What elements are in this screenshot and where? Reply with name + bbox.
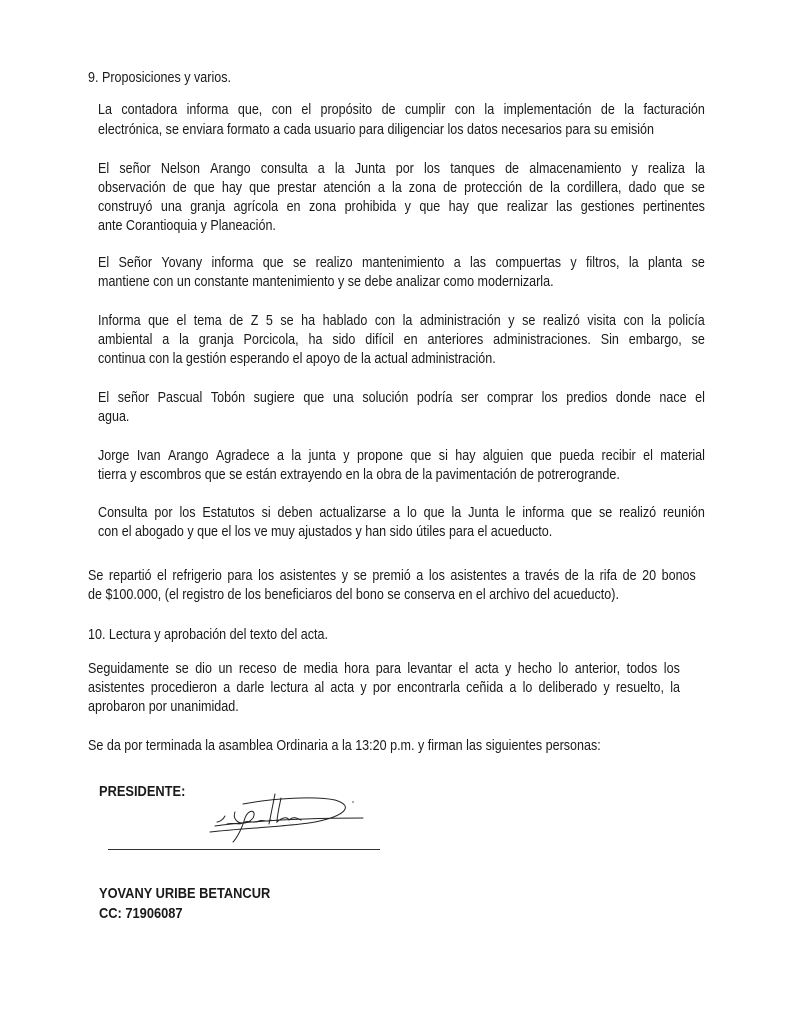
text-line: Informa que el tema de Z 5 se ha hablado con la administración y se realizó visita con la policía	[98, 313, 705, 329]
text-line: construyó una granja agrícola en zona prohibida y que hay que realizar las gestiones pertinentes	[98, 199, 705, 215]
text-line: ambiental a la granja Porcicola, ha sido difícil en anteriores administraciones. Sin embargo, se	[98, 332, 705, 348]
president-label: PRESIDENTE:	[99, 784, 186, 800]
text-line: tierra y escombros que se están extrayendo en la obra de la pavimentación de potrerogrande.	[98, 467, 620, 483]
president-name: YOVANY URIBE BETANCUR	[99, 886, 271, 902]
text-line: Jorge Ivan Arango Agradece a la junta y propone que si hay alguien que pueda recibir el material	[98, 448, 705, 464]
text-line: electrónica, se enviara formato a cada usuario para diligenciar los datos necesarios para su emisión	[98, 122, 655, 138]
text-line: ante Corantioquia y Planeación.	[98, 218, 276, 234]
text-line: El Señor Yovany informa que se realizo mantenimiento a las compuertas y filtros, la planta se	[98, 255, 705, 271]
text-line: asistentes procedieron a darle lectura al acta y por encontrarla ceñida a lo deliberado y resuelto, la	[88, 680, 680, 696]
text-line: de $100.000, (el registro de los beneficiaros del bono se conserva en el archivo del acueducto).	[88, 587, 619, 603]
section-9-title: 9. Proposiciones y varios.	[88, 70, 232, 86]
text-line: con el abogado y que el los ve muy ajustados y han sido útiles para el acueducto.	[98, 524, 553, 540]
text-line: observación de que hay que prestar atención a la zona de protección de la cordillera, dado que se	[98, 180, 705, 196]
text-line: agua.	[98, 409, 130, 425]
text-line: continua con la gestión esperando el apoyo de la actual administración.	[98, 351, 496, 367]
text-line: El señor Nelson Arango consulta a la Junta por los tanques de almacenamiento y realiza la	[98, 161, 705, 177]
text-line: aprobaron por unanimidad.	[88, 699, 239, 715]
text-line: Seguidamente se dio un receso de media hora para levantar el acta y hecho lo anterior, todos los	[88, 661, 680, 677]
closing-statement: Se da por terminada la asamblea Ordinaria a la 13:20 p.m. y firman las siguientes personas:	[88, 738, 601, 754]
text-line: El señor Pascual Tobón sugiere que una solución podría ser comprar los predios donde nace el	[98, 390, 705, 406]
text-line: Consulta por los Estatutos si deben actualizarse a lo que la Junta le informa que se realizó reunión	[98, 505, 705, 521]
text-line: mantiene con un constante mantenimiento y se debe analizar como modernizarla.	[98, 274, 554, 290]
handwritten-signature	[205, 788, 365, 846]
text-line: Se repartió el refrigerio para los asistentes y se premió a los asistentes a través de la rifa de 20 bonos	[88, 568, 696, 584]
text-line: La contadora informa que, con el propósito de cumplir con la implementación de la facturación	[98, 102, 705, 118]
signature-line	[108, 849, 380, 850]
president-id: CC: 71906087	[99, 906, 183, 922]
section-10-title: 10. Lectura y aprobación del texto del acta.	[88, 627, 329, 643]
